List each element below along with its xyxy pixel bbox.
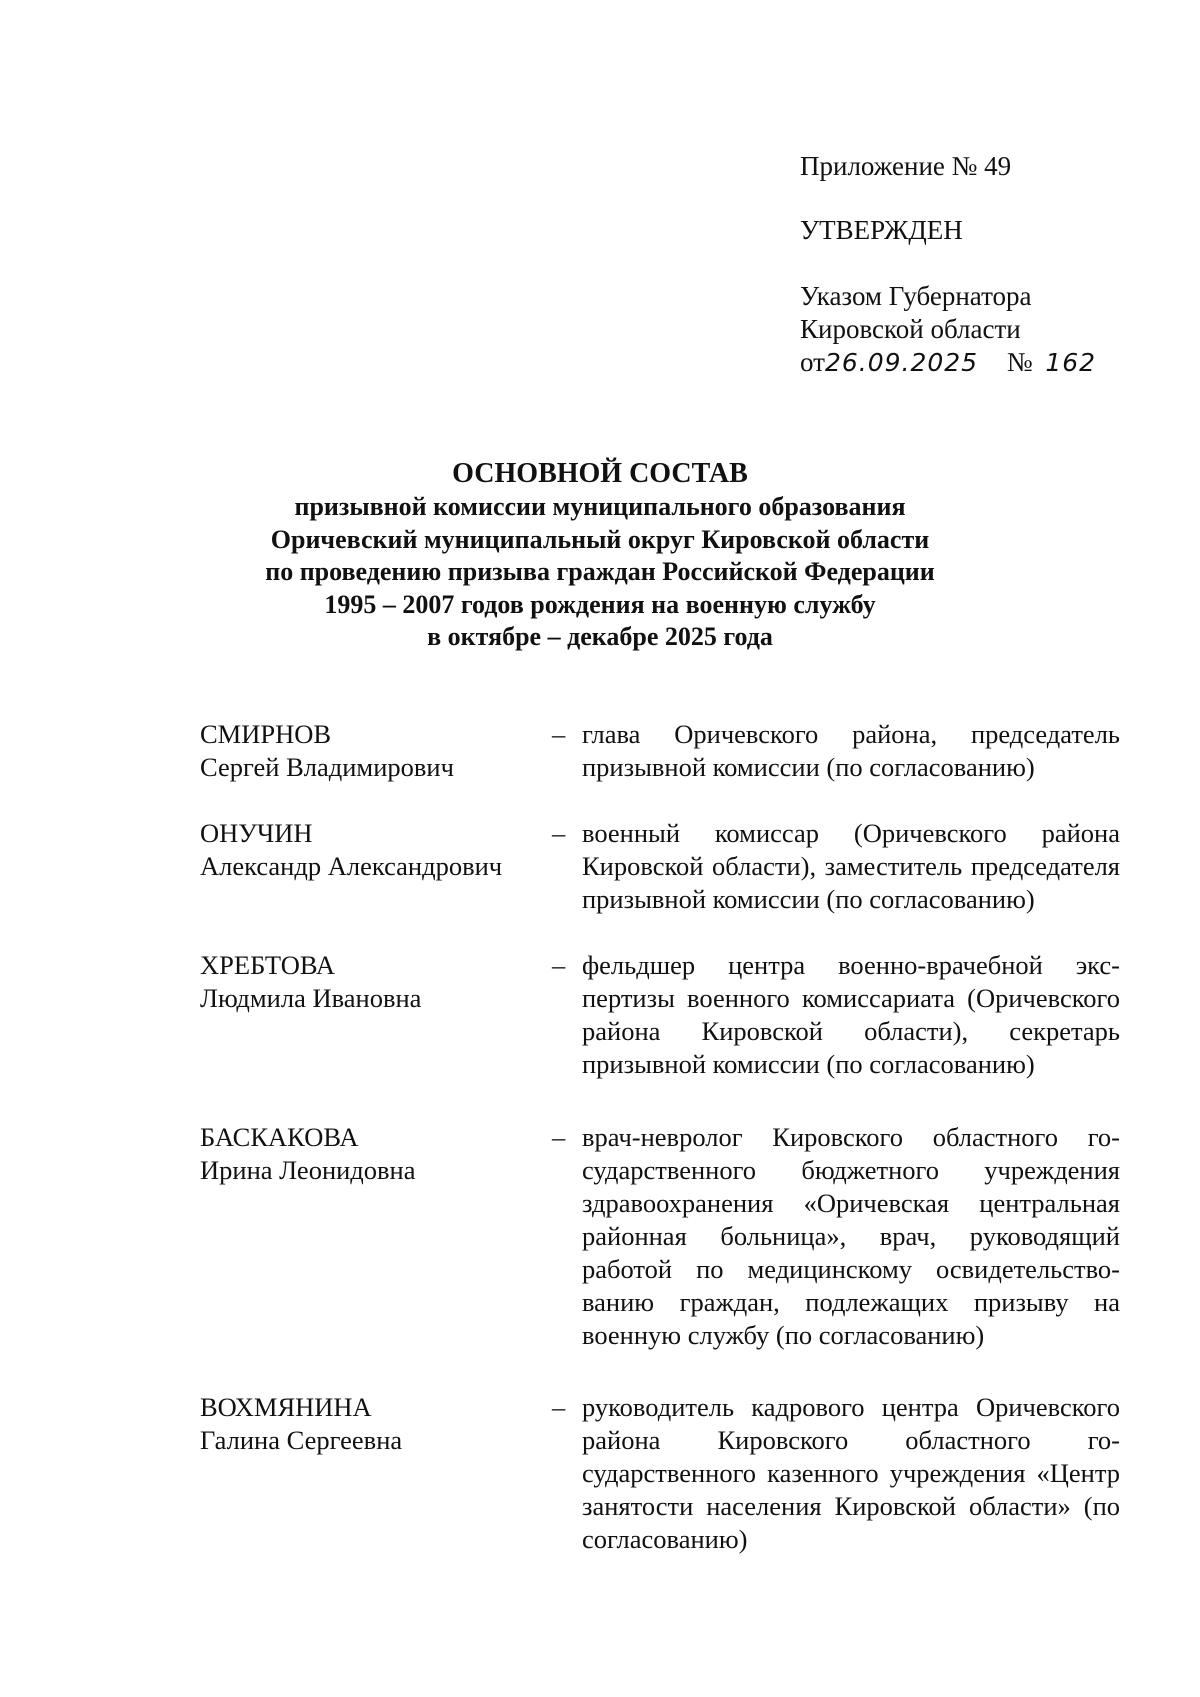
approved-stamp-text: УТВЕРЖДЕН — [800, 215, 963, 245]
member-surname: СМИРНОВ — [200, 719, 332, 749]
member-name — [200, 1391, 552, 1556]
decree-line-2: Кировской области — [800, 314, 1021, 344]
member-surname: ХРЕБТОВА — [200, 950, 336, 980]
dash-separator: – — [552, 719, 566, 749]
document-title — [0, 457, 1200, 654]
dash-separator: – — [552, 818, 566, 848]
title-main: ОСНОВНОЙ СОСТАВ — [452, 458, 748, 489]
member-role: врач-невролог Кировского областного государственного бюджетного учреждения здравоохранения «Оричевская центральная районная больница», врач, руководящий работой по медицинскому освидетельствованию граждан, подлежащих призыву на военную службу (по согласованию) — [582, 1122, 1120, 1350]
member-role: руководитель кадрового центра Оричевского района Кировского областного государственного казенного учреждения «Центр занятости населения Кировской области» (по согласованию) — [582, 1392, 1120, 1554]
dash-separator: – — [552, 950, 566, 980]
title-line: Оричевский муниципальный округ Кировской области — [270, 524, 930, 554]
member-surname: БАСКАКОВА — [200, 1122, 359, 1152]
member-surname: ОНУЧИН — [200, 818, 313, 848]
dash-separator: – — [552, 1122, 566, 1152]
member-entry — [200, 949, 1120, 1081]
member-entry — [200, 1121, 1120, 1352]
dash-separator: – — [552, 1392, 566, 1422]
member-name — [200, 1121, 552, 1352]
handwritten-number: 162 — [1045, 348, 1097, 377]
title-line: 1995 – 2007 годов рождения на военную службу — [324, 589, 876, 619]
title-line: призывной комиссии муниципального образования — [294, 492, 906, 521]
member-entry — [200, 718, 1120, 784]
member-role: военный комиссар (Оричевского района Кировской области), заместитель председателя призывной комиссии (по согласованию) — [582, 818, 1120, 914]
member-role: фельдшер центра военно-врачебной экспертизы военного комиссариата (Оричевского района Кировской области), секретарь призывной комиссии (по согласованию) — [582, 950, 1120, 1079]
member-given-names: Сергей Владимирович — [200, 752, 454, 782]
member-given-names: Людмила Ивановна — [200, 983, 422, 1013]
member-entry — [200, 1391, 1120, 1556]
handwritten-date: 26.09.2025 — [824, 348, 979, 377]
decree-date-line — [800, 346, 1096, 379]
member-entry — [200, 817, 1120, 916]
title-line: по проведению призыва граждан Российской Федерации — [265, 557, 935, 586]
member-name — [200, 949, 552, 1081]
number-prefix: № — [1006, 347, 1033, 377]
member-list — [200, 718, 1120, 1556]
member-name — [200, 718, 552, 784]
decree-line-1: Указом Губернатора — [800, 281, 1032, 311]
title-line: в октябре – декабре 2025 года — [427, 622, 773, 651]
decree-reference — [800, 280, 1096, 379]
appendix-number: Приложение № 49 — [800, 151, 1012, 181]
member-surname: ВОХМЯНИНА — [200, 1392, 372, 1422]
member-given-names: Галина Сергеевна — [200, 1425, 403, 1455]
member-name — [200, 817, 552, 916]
member-given-names: Ирина Леонидовна — [200, 1155, 416, 1185]
date-prefix: от — [800, 347, 825, 377]
member-role: глава Оричевского района, председатель призывной комиссии (по согласованию) — [582, 719, 1120, 782]
member-given-names: Александр Александрович — [200, 851, 503, 881]
